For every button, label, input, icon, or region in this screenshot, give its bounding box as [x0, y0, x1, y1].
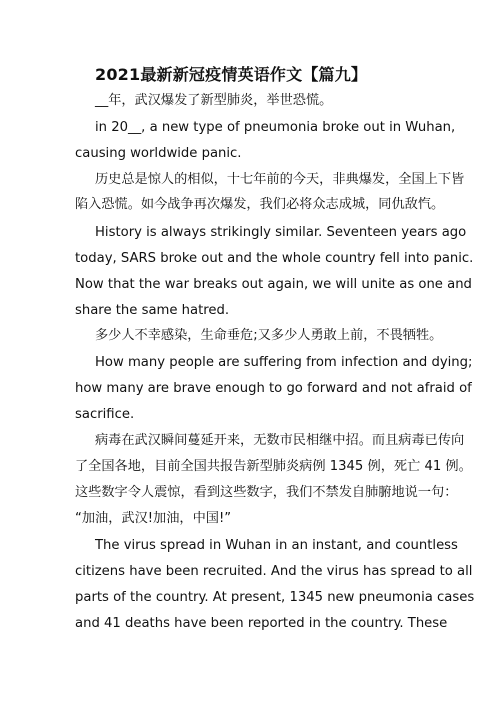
text-line: 陷入恐慌。如今战争再次爆发，我们必将众志成城，同仇敌忾。: [75, 197, 445, 212]
text-line: History is always strikingly similar. Seventeen years ago: [95, 225, 467, 240]
text-line: and 41 deaths have been reported in the country. These: [75, 616, 448, 631]
text-line: causing worldwide panic.: [75, 146, 242, 161]
text-line: “加油，武汉!加油，中国!”: [75, 511, 232, 526]
text-line: The virus spread in Wuhan in an instant, and countless: [95, 538, 458, 553]
text-line: Now that the war breaks out again, we will unite as one and: [75, 277, 472, 292]
text-line: How many people are suffering from infection and dying;: [95, 355, 473, 370]
text-line: citizens have been recruited. And the virus has spread to all: [75, 564, 473, 579]
text-line: in 20__, a new type of pneumonia broke out in Wuhan,: [95, 120, 456, 135]
text-line: 了全国各地，目前全国共报告新型肺炎病例 1345 例，死亡 41 例。: [75, 459, 472, 474]
text-line: share the same hatred.: [75, 303, 230, 318]
text-line: 历史总是惊人的相似，十七年前的今天，非典爆发，全国上下皆: [95, 172, 465, 187]
text-line: how many are brave enough to go forward and not afraid of: [75, 381, 472, 396]
text-line: 多少人不幸感染，生命垂危;又多少人勇敢上前，不畏牺牲。: [95, 328, 443, 343]
text-line: sacrifice.: [75, 407, 135, 422]
text-line: __年，武汉爆发了新型肺炎，举世恐慌。: [95, 93, 333, 108]
text-line: today, SARS broke out and the whole country fell into panic.: [75, 251, 474, 266]
text-line: 病毒在武汉瞬间蔓延开来，无数市民相继中招。而且病毒已传向: [95, 433, 465, 448]
document-title: 2021最新新冠疫情英语作文【篇九】: [95, 65, 368, 84]
text-line: 这些数字令人震惊，看到这些数字，我们不禁发自肺腑地说一句：: [75, 485, 458, 500]
text-line: parts of the country. At present, 1345 new pneumonia cases: [75, 590, 475, 605]
